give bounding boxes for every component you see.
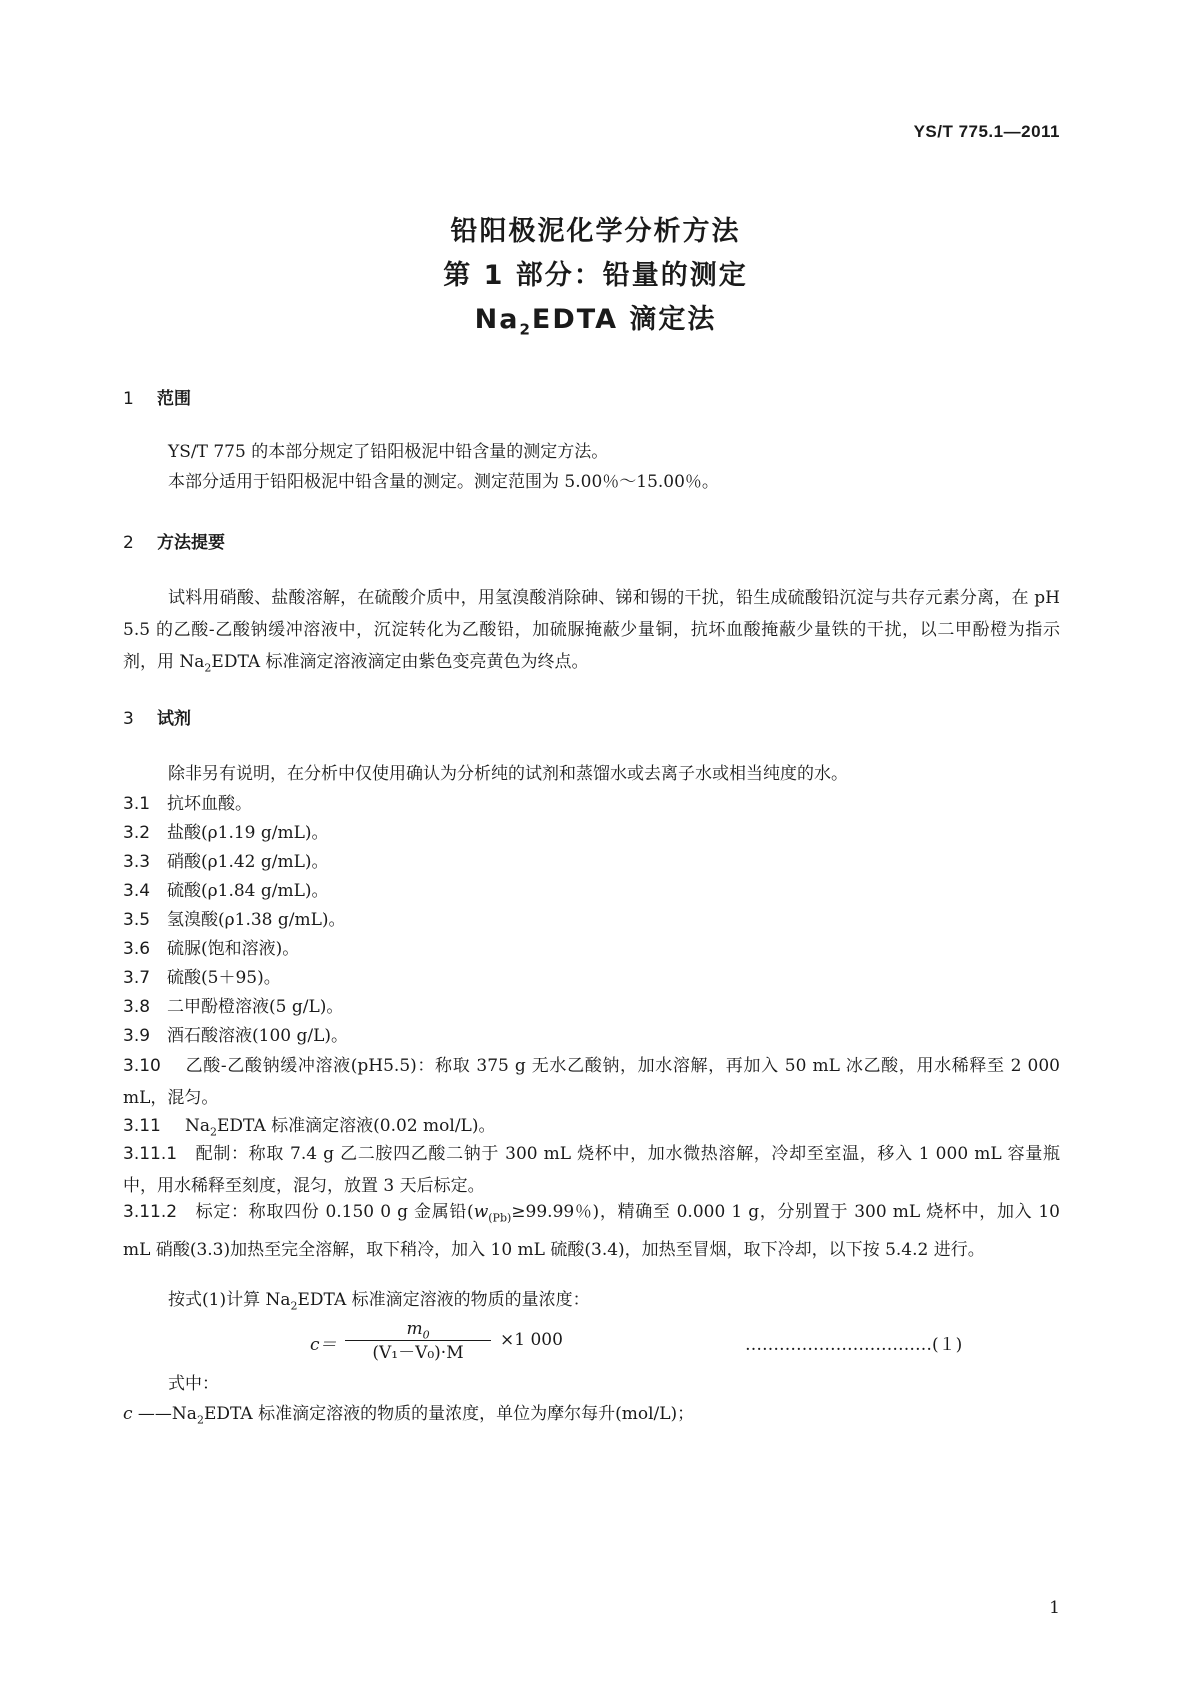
item-text: 酒石酸溶液(100 g/L)。 xyxy=(167,1026,349,1046)
item-text: 硫酸(ρ1.84 g/mL)。 xyxy=(167,881,329,901)
reagent-item xyxy=(123,962,1060,994)
formula-rhs: ×1 000 xyxy=(500,1330,563,1350)
section-number: 3 xyxy=(123,709,134,729)
item-number: 3.11.1 xyxy=(123,1144,178,1164)
section-number: 2 xyxy=(123,533,134,553)
formula-numerator xyxy=(343,1318,493,1340)
item-text-a: Na xyxy=(185,1116,211,1136)
section-title: 方法提要 xyxy=(157,533,225,553)
reagent-item xyxy=(123,1196,1060,1266)
calc-intro-a: 按式(1)计算 Na xyxy=(168,1290,291,1310)
section-title: 试剂 xyxy=(157,709,191,729)
reagents-intro: 除非另有说明，在分析中仅使用确认为分析纯的试剂和蒸馏水或去离子水或相当纯度的水。 xyxy=(168,764,848,784)
item-text-a: 标定：称取四份 0.150 0 g 金属铅( xyxy=(195,1202,474,1222)
item-number: 3.5 xyxy=(123,910,151,930)
item-text-b: ≥99.99％)，精确至 0.000 1 g，分别置于 300 mL 烧杯中，加入 10 mL 硝酸(3.3)加热至完全溶解，取下稍冷，加入 10 mL 硫酸(3.4)，加热至冒烟，取下冷却，以下按 5.4.2 进行。 xyxy=(123,1202,1060,1261)
item-text: 硝酸(ρ1.42 g/mL)。 xyxy=(167,852,329,872)
formula-number-leader: ……………………………(１) xyxy=(745,1335,963,1355)
section-number: 1 xyxy=(123,389,134,409)
title-line-3 xyxy=(0,298,1191,351)
reagent-item xyxy=(123,1020,1060,1052)
where-symbol-c: c xyxy=(123,1404,133,1424)
item-number: 3.7 xyxy=(123,968,151,988)
section-heading-principle xyxy=(123,528,225,553)
principle-text-a: 试料用硝酸、盐酸溶解，在硫酸介质中，用氢溴酸消除砷、锑和锡的干扰，铅生成硫酸铅沉淀与共存元素分离，在 pH 5.5 的乙酸-乙酸钠缓冲溶液中，沉淀转化为乙酸铅，加硫脲掩蔽少量铜，抗坏血酸掩蔽少量铁的干扰，以二甲酚橙为指示剂，用 Na xyxy=(123,588,1060,672)
item-text: 配制：称取 7.4 g 乙二胺四乙酸二钠于 300 mL 烧杯中，加水微热溶解，冷却至室温，移入 1 000 mL 容量瓶中，用水稀释至刻度，混匀，放置 3 天后标定。 xyxy=(123,1144,1060,1196)
where-label: 式中： xyxy=(168,1374,219,1394)
formula-numerator-sub: 0 xyxy=(422,1328,430,1342)
formula-lhs: c＝ xyxy=(310,1335,337,1355)
reagent-item xyxy=(123,788,1060,820)
page-number: 1 xyxy=(1049,1598,1060,1618)
title-na: Na xyxy=(474,304,520,335)
scope-paragraph-2: 本部分适用于铅阳极泥中铅含量的测定。测定范围为 5.00％～15.00％。 xyxy=(168,472,719,492)
calc-intro-sub: 2 xyxy=(290,1299,298,1313)
item-number: 3.10 xyxy=(123,1056,161,1076)
item-text: 硫酸(5＋95)。 xyxy=(167,968,281,988)
calc-intro-b: EDTA 标准滴定溶液的物质的量浓度： xyxy=(297,1290,590,1310)
formula-numerator-m: m xyxy=(406,1319,423,1339)
item-number: 3.11.2 xyxy=(123,1202,178,1222)
reagent-item xyxy=(123,875,1060,907)
section-title: 范围 xyxy=(157,389,191,409)
item-text: 硫脲(饱和溶液)。 xyxy=(167,939,300,959)
title-line-2: 第 1 部分：铅量的测定 xyxy=(443,260,748,291)
document-title xyxy=(0,210,1191,351)
item-number: 3.1 xyxy=(123,794,151,814)
item-text: 氢溴酸(ρ1.38 g/mL)。 xyxy=(167,910,346,930)
reagent-item xyxy=(123,846,1060,878)
reagent-item xyxy=(123,991,1060,1023)
where-desc-a: ——Na xyxy=(132,1404,197,1424)
reagent-item xyxy=(123,904,1060,936)
item-number: 3.6 xyxy=(123,939,151,959)
formula-fraction xyxy=(343,1318,493,1363)
reagent-item xyxy=(123,1050,1060,1114)
reagent-item xyxy=(123,1138,1060,1202)
section-heading-scope xyxy=(123,384,191,409)
title-rest: EDTA 滴定法 xyxy=(531,304,717,335)
calc-intro xyxy=(123,1284,1060,1322)
where-definition-c xyxy=(123,1398,1060,1436)
formula-1 xyxy=(310,1318,740,1364)
title-line-1: 铅阳极泥化学分析方法 xyxy=(450,216,741,247)
item-text: 盐酸(ρ1.19 g/mL)。 xyxy=(167,823,329,843)
item-text: 乙酸-乙酸钠缓冲溶液(pH5.5)：称取 375 g 无水乙酸钠，加水溶解，再加入 50 mL 冰乙酸，用水稀释至 2 000 mL，混匀。 xyxy=(123,1056,1060,1108)
item-number: 3.4 xyxy=(123,881,151,901)
title-sub: 2 xyxy=(519,320,532,339)
item-text: 二甲酚橙溶液(5 g/L)。 xyxy=(167,997,344,1017)
item-sub: 2 xyxy=(210,1125,218,1139)
where-desc-sub: 2 xyxy=(196,1413,204,1427)
formula-denominator: (V₁－V₀)·M xyxy=(372,1343,464,1363)
section-heading-reagents xyxy=(123,704,191,729)
item-number: 3.2 xyxy=(123,823,151,843)
item-number: 3.8 xyxy=(123,997,151,1017)
item-sub: (Pb) xyxy=(488,1211,512,1225)
item-text: 抗坏血酸。 xyxy=(167,794,252,814)
principle-sub: 2 xyxy=(204,661,212,675)
item-symbol-w: w xyxy=(473,1202,489,1222)
scope-paragraph-1: YS/T 775 的本部分规定了铅阳极泥中铅含量的测定方法。 xyxy=(168,442,609,462)
item-number: 3.3 xyxy=(123,852,151,872)
item-number: 3.9 xyxy=(123,1026,151,1046)
where-desc-b: EDTA 标准滴定溶液的物质的量浓度，单位为摩尔每升(mol/L)； xyxy=(203,1404,695,1424)
principle-text-b: EDTA 标准滴定溶液滴定由紫色变亮黄色为终点。 xyxy=(211,652,589,672)
reagent-item xyxy=(123,933,1060,965)
item-text-b: EDTA 标准滴定溶液(0.02 mol/L)。 xyxy=(217,1116,496,1136)
item-number: 3.11 xyxy=(123,1116,161,1136)
reagent-item xyxy=(123,817,1060,849)
principle-paragraph xyxy=(123,582,1060,684)
standard-code: YS/T 775.1—2011 xyxy=(913,122,1060,141)
